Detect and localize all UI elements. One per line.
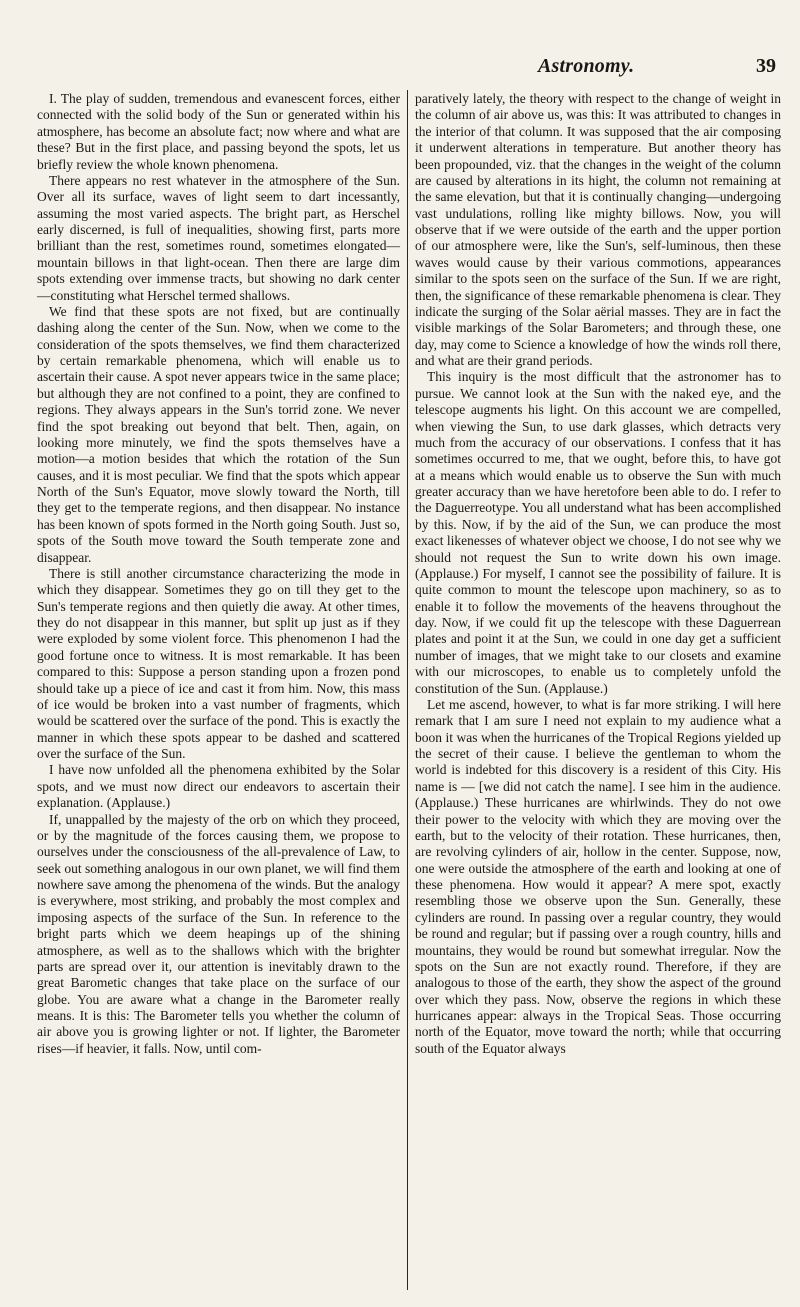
paragraph: I. The play of sudden, tremendous and evanescent forces, either connected with the solid body of the Sun or generated within his atmosphere, has become an absolute fact; now where and what are these? But in the first place, and passing beyond the spots, let us briefly review the whole known phenomena.	[37, 91, 400, 172]
paragraph: paratively lately, the theory with respect to the change of weight in the column of air above us, was this: It was attributed to changes in the interior of that column. It was supposed that the air composing it underwent alterations in temperature. But another theory has been propounded, viz. that the changes in the weight of the column are caused by alterations in its hight, the column not remaining at the same elevation, but that it is continually changing—undergoing vast undulations, rolling like mighty billows. Now, you will observe that if we were outside of the earth and the upper portion of our atmosphere were, like the Sun's, self-luminous, then these waves would cause by their various commotions, appearances similar to the spots seen on the surface of the Sun. If we are right, then, the significance of these remarkable phenomena is clear. They indicate the surging of the Solar aërial masses. They are in fact the visible markings of the Solar Barometers; and through these, one day, may come to Science a knowledge of how the winds roll there, and what are their grand periods.	[415, 91, 781, 368]
column-divider	[407, 90, 408, 1290]
paragraph: There appears no rest whatever in the atmosphere of the Sun. Over all its surface, waves of light seem to dart incessantly, assuming the most varied aspects. The bright part, as Herschel early discerned, is full of inequalities, showing first, parts more brilliant than the rest, sometimes round, sometimes elongated—mountain billows in that light-ocean. Then there are large dim spots extending over immense tracts, but showing no dark center—constituting what Herschel termed shallows.	[37, 172, 400, 303]
paragraph: I have now unfolded all the phenomena exhibited by the Solar spots, and we must now direct our endeavors to ascertain their explanation. (Applause.)	[37, 762, 400, 811]
paragraph: This inquiry is the most difficult that the astronomer has to pursue. We cannot look at the Sun with the naked eye, and the telescope augments his light. On this account we are compelled, when viewing the Sun, to use dark glasses, which detracts very much from the accuracy of our observations. I confess that it has sometimes occurred to me, that we ought, before this, to have got at a means which would enable us to observe the Sun with much greater accuracy than we have heretofore been able to do. I refer to the Daguerreotype. You all understand what has been accomplished by this. Now, if by the aid of the Sun, we can produce the most exact likenesses of whatever object we choose, I do not see why we should not request the Sun to write down his own image. (Applause.) For myself, I cannot see the possibility of failure. It is quite common to mount the telescope upon machinery, so as to enable it to follow the movements of the heavens throughout the day. Now, if we could fit up the telescope with these Daguerrean plates and point it at the Sun, we could in one day get a sufficient number of images, that we might take to our closets and examine with our microscopes, to enable us to completely unfold the constitution of the Sun. (Applause.)	[415, 369, 781, 696]
running-head-title: Astronomy.	[538, 55, 635, 77]
right-column	[415, 91, 781, 1057]
paragraph: We find that these spots are not fixed, but are continually dashing along the center of the Sun. Now, when we come to the consideration of the spots themselves, we find them characterized by certain remarkable phenomena, which will enable us to ascertain their cause. A spot never appears twice in the same place; but although they are not confined to a point, they are confined to regions. They always appears in the Sun's torrid zone. We never find the spot breaking out beyond that belt. Then, again, on looking more minutely, we find the spots themselves have a motion—a motion besides that which the rotation of the Sun causes, and it is most peculiar. We find that the spots which appear North of the Sun's Equator, move slowly toward the North, till they get to the temperate regions, and then disappear. No instance has been known of spots formed in the North going South. Just so, spots of the South move toward the South temperate zone and disappear.	[37, 303, 400, 565]
paragraph: If, unappalled by the majesty of the orb on which they proceed, or by the magnitude of the forces causing them, we propose to ourselves under the consciousness of the all-prevalence of Law, to seek out something analogous in our own planet, we will find them nowhere save among the phenomena of the winds. But the analogy is everywhere, most striking, and probably the most complex and imposing aspects of the surface of the Sun. In reference to the bright parts which we deem heapings up of the shining atmosphere, as well as to the shallows which with the brighter parts are spread over it, our attention is inevitably drawn to the great Barometic changes that take place on the surface of our globe. You are aware what a change in the Barometer really means. It is this: The Barometer tells you whether the column of air above you is growing lighter or not. If lighter, the Barometer rises—if heavier, it falls. Now, until com-	[37, 811, 400, 1056]
page-number: 39	[756, 55, 776, 77]
paragraph: Let me ascend, however, to what is far more striking. I will here remark that I am sure I need not explain to my audience what a boon it was when the hurricanes of the Tropical Regions yielded up the secret of their cause. I believe the gentleman to whom the world is indebted for this discovery is a resident of this City. His name is — [we did not catch the name]. I see him in the audience. (Applause.) These hurricanes are whirlwinds. They do not owe their power to the velocity with which they are moving over the earth, but to the velocity of their rotation. These hurricanes, then, are revolving cylinders of air, hollow in the center. Suppose, now, one were outside the atmosphere of the earth and looking at one of these phenomena. How would it appear? A mere spot, exactly resembling those we observe upon the Sun. Generally, these cylinders are round. In passing over a regular country, they would be round and regular; but if passing over a rough country, hills and mountains, they would be round but somewhat irregular. Now the spots on the Sun are not exactly round. Therefore, if they are analogous to those of the earth, they show the aspect of the ground over which they pass. Now, observe the regions in which these hurricanes appear: always in the Tropical Seas. Those occurring north of the Equator, move toward the north; while that occurring south of the Equator always	[415, 696, 781, 1056]
paragraph: There is still another circumstance characterizing the mode in which they disappear. Sometimes they go on till they get to the Sun's temperate regions and then quietly die away. At other times, they do not disappear in this manner, but split up just as if they were exploded by some violent force. This phenomenon I had the good fortune once to witness. It is most remarkable. It has been compared to this: Suppose a person standing upon a frozen pond should take up a piece of ice and cast it from him. Now, this mass of ice would be broken into a vast number of fragments, which would be scattered over the surface of the pond. This is exactly the manner in which these spots appear to be dashed and scattered over the surface of the Sun.	[37, 565, 400, 761]
left-column	[37, 91, 400, 1057]
running-head	[30, 55, 778, 83]
